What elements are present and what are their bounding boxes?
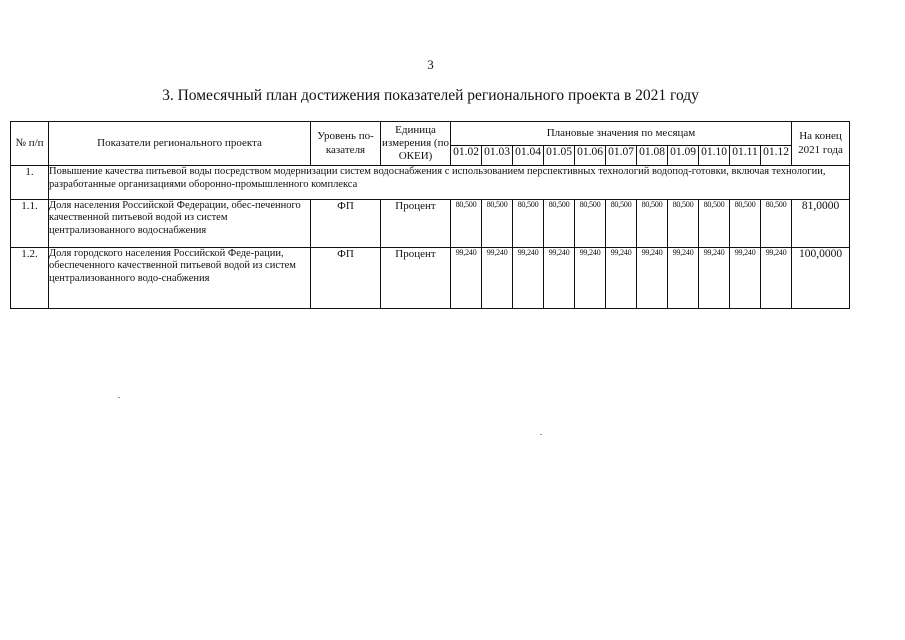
month-header-01-12: 01.12 (761, 146, 792, 166)
scan-speck (540, 434, 542, 435)
header-level: Уровень по-казателя (311, 122, 381, 166)
row-year-end: 100,0000 (792, 248, 850, 309)
row-num: 1.2. (11, 248, 49, 309)
month-value: 80,500 (575, 200, 606, 248)
month-value: 80,500 (482, 200, 513, 248)
month-value: 99,240 (699, 248, 730, 309)
month-value: 99,240 (637, 248, 668, 309)
table-row (11, 200, 850, 248)
month-value: 80,500 (637, 200, 668, 248)
month-header-01-09: 01.09 (668, 146, 699, 166)
month-value: 99,240 (513, 248, 544, 309)
group-row (11, 166, 850, 200)
header-num: № п/п (11, 122, 49, 166)
month-header-01-10: 01.10 (699, 146, 730, 166)
page-number: 3 (427, 57, 434, 72)
header-year-end: На конец 2021 года (792, 122, 850, 166)
month-value: 80,500 (761, 200, 792, 248)
month-value: 80,500 (699, 200, 730, 248)
month-value: 99,240 (668, 248, 699, 309)
month-value: 80,500 (544, 200, 575, 248)
group-text: Повышение качества питьевой воды посредством модернизации систем водоснабжения с использованием перспективных технологий водопод-готовки, включая технологии, разработанные организациями оборонно-промышленного комплекса (49, 166, 850, 200)
month-header-01-08: 01.08 (637, 146, 668, 166)
month-header-01-05: 01.05 (544, 146, 575, 166)
month-value: 99,240 (730, 248, 761, 309)
month-value: 80,500 (730, 200, 761, 248)
month-header-01-03: 01.03 (482, 146, 513, 166)
table-row (11, 248, 850, 309)
month-value: 80,500 (513, 200, 544, 248)
scan-speck (118, 397, 120, 398)
header-indicator: Показатели регионального проекта (49, 122, 311, 166)
monthly-plan-table (10, 121, 850, 309)
row-year-end: 81,0000 (792, 200, 850, 248)
month-header-01-02: 01.02 (451, 146, 482, 166)
month-value: 80,500 (451, 200, 482, 248)
month-value: 80,500 (668, 200, 699, 248)
row-indicator: Доля городского населения Российской Феде-рации, обеспеченного качественной питьевой водой из систем централизованного водо-снабжения (49, 248, 311, 309)
month-value: 99,240 (575, 248, 606, 309)
month-value: 99,240 (482, 248, 513, 309)
row-level: ФП (311, 248, 381, 309)
month-header-01-04: 01.04 (513, 146, 544, 166)
month-value: 99,240 (451, 248, 482, 309)
month-header-01-07: 01.07 (606, 146, 637, 166)
group-num: 1. (11, 166, 49, 200)
row-num: 1.1. (11, 200, 49, 248)
month-value: 99,240 (761, 248, 792, 309)
header-monthly: Плановые значения по месяцам (451, 122, 792, 146)
row-unit: Процент (381, 248, 451, 309)
row-unit: Процент (381, 200, 451, 248)
month-header-01-06: 01.06 (575, 146, 606, 166)
month-value: 80,500 (606, 200, 637, 248)
row-indicator: Доля населения Российской Федерации, обес-печенного качественной питьевой водой из систем централизованного водоснабжения (49, 200, 311, 248)
month-value: 99,240 (544, 248, 575, 309)
month-value: 99,240 (606, 248, 637, 309)
header-unit: Единица измерения (по ОКЕИ) (381, 122, 451, 166)
document-title: 3. Помесячный план достижения показателей регионального проекта в 2021 году (162, 87, 699, 104)
row-level: ФП (311, 200, 381, 248)
month-header-01-11: 01.11 (730, 146, 761, 166)
